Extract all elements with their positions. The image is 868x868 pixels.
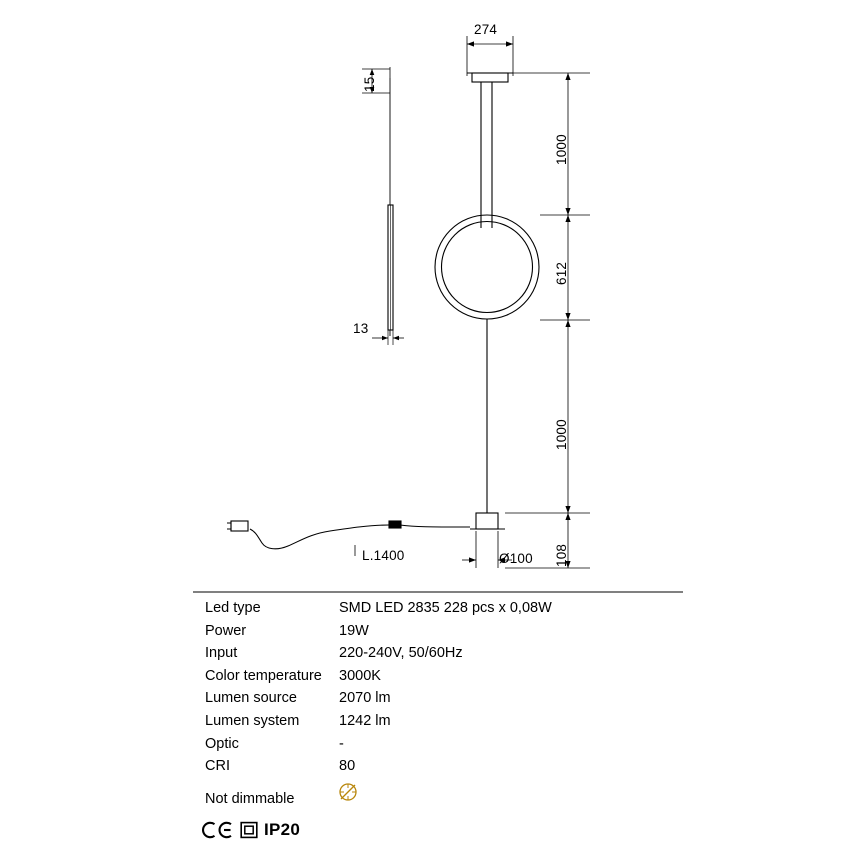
dimension-label-ring-diameter: 612 (554, 261, 569, 285)
dimension-label-lower-suspension: 1000 (554, 419, 569, 450)
spec-value: 2070 lm (339, 690, 391, 707)
spec-label: CRI (205, 758, 230, 775)
spec-row (205, 645, 685, 668)
spec-row (205, 690, 685, 713)
specifications-table (205, 600, 685, 807)
spec-row (205, 668, 685, 691)
spec-value: 80 (339, 758, 356, 775)
spec-label: Input (205, 645, 238, 662)
spec-row (205, 600, 685, 623)
spec-label: Not dimmable (205, 790, 295, 807)
dimension-label-upper-suspension: 1000 (554, 134, 569, 165)
spec-row (205, 758, 685, 781)
spec-label: Power (205, 622, 247, 639)
spec-label: Lumen system (205, 712, 300, 729)
spec-value: 1242 lm (339, 712, 391, 729)
spec-row (205, 713, 685, 736)
certification-footer (202, 820, 300, 840)
dimension-label-side-view-height: 15 (362, 76, 377, 92)
spec-label: Optic (205, 735, 239, 752)
spec-value: 220-240V, 50/60Hz (339, 645, 463, 662)
spec-value: 19W (339, 622, 369, 639)
not-dimmable-icon (337, 781, 359, 803)
class-two-icon (239, 821, 259, 839)
dimension-label-canopy-width: 274 (474, 22, 498, 37)
dimension-label-cable-length: L.1400 (362, 548, 405, 563)
spec-row (205, 623, 685, 646)
dimension-label-side-view-width: 13 (353, 321, 369, 336)
dimension-label-base-diameter: Ø100 (499, 551, 533, 566)
dimension-label-base-height: 108 (554, 543, 569, 567)
spec-value: SMD LED 2835 228 pcs x 0,08W (339, 600, 552, 616)
spec-value: 3000K (339, 667, 381, 684)
spec-label: Led type (205, 600, 261, 616)
spec-row (205, 781, 685, 807)
ip-rating-label: IP20 (264, 820, 301, 839)
spec-row (205, 736, 685, 759)
ce-mark-icon (202, 821, 234, 839)
spec-label: Lumen source (205, 690, 297, 707)
spec-value: - (339, 735, 344, 752)
spec-label: Color temperature (205, 667, 322, 684)
